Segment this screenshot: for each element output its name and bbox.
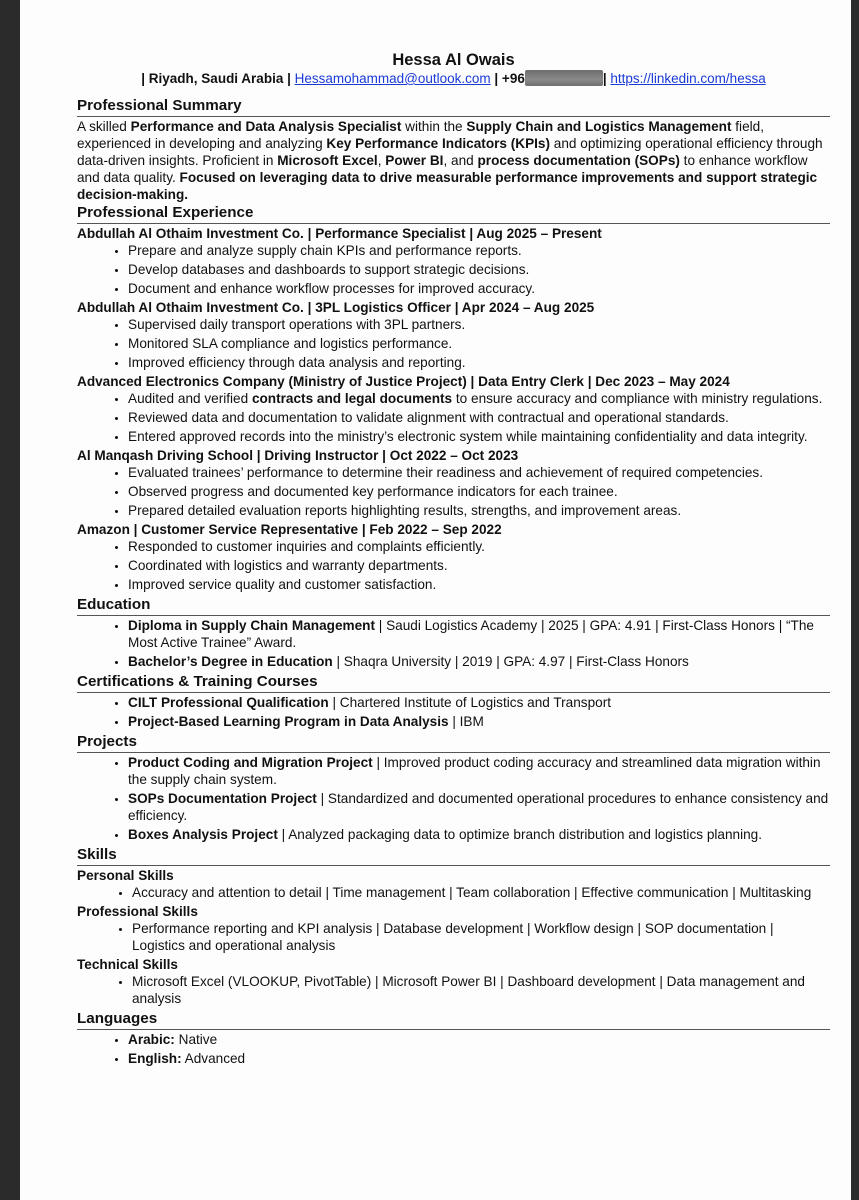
text-run: to ensure accuracy and compliance with ministry regulations.: [452, 391, 823, 406]
text-run: Native: [174, 1032, 218, 1047]
bold-text: Diploma in Supply Chain Management: [128, 618, 375, 633]
text-run: | IBM: [448, 714, 484, 729]
language-item: [128, 1050, 830, 1067]
text-run: Prepare and analyze supply chain KPIs and performance reports.: [128, 243, 522, 258]
bold-text: Focused on leveraging data to drive measurable performance improvements and support strategic decision-making.: [77, 170, 818, 202]
resume-document: [77, 50, 830, 1069]
text-run: field, experienced in developing and analyzing: [77, 119, 764, 151]
job-bullets: [77, 390, 830, 445]
bold-text: SOPs Documentation Project: [128, 791, 317, 806]
text-run: within the: [401, 119, 467, 134]
text-run: Reviewed data and documentation to validate alignment with contractual and operational standards.: [128, 410, 729, 425]
text-run: Observed progress and documented key performance indicators for each trainee.: [128, 484, 618, 499]
job-bullet: [128, 409, 830, 426]
bold-text: English:: [128, 1051, 182, 1066]
text-run: | Saudi Logistics Academy | 2025 | GPA: 4.91 | First-Class Honors | “The Most Active Trainee” Award.: [128, 618, 814, 650]
certification-item: [128, 694, 830, 711]
job-title: Amazon | Customer Service Representative | Feb 2022 – Sep 2022: [77, 522, 502, 537]
bold-text: Product Coding and Migration Project: [128, 755, 373, 770]
job-bullet: [128, 538, 830, 555]
text-run: Audited and verified: [128, 391, 252, 406]
projects-list: [77, 754, 830, 843]
education-list: [77, 617, 830, 670]
job-bullet: [128, 428, 830, 445]
skills-list: [77, 920, 830, 954]
language-item: [128, 1031, 830, 1048]
job-bullet: [128, 502, 830, 519]
project-item: [128, 754, 830, 788]
bold-text: Microsoft Excel: [277, 153, 378, 168]
job-bullets: [77, 464, 830, 519]
resume-page: [20, 0, 851, 1200]
certification-item: [128, 713, 830, 730]
job-bullet: [128, 464, 830, 481]
job-title: Advanced Electronics Company (Ministry of Justice Project) | Data Entry Clerk | Dec 2023 – May 2024: [77, 374, 730, 389]
text-run: | Chartered Institute of Logistics and Transport: [328, 695, 612, 710]
job-bullet: [128, 390, 830, 407]
skills-list: [77, 884, 830, 901]
job-bullets: [77, 242, 830, 297]
education-item: [128, 617, 830, 651]
text-run: Advanced: [181, 1051, 246, 1066]
section-heading-education: Education: [77, 595, 830, 616]
bold-text: Arabic:: [128, 1032, 175, 1047]
candidate-name: Hessa Al Owais: [392, 51, 515, 69]
skills-subheading: Professional Skills: [77, 904, 198, 919]
bold-text: Key Performance Indicators (KPIs): [326, 136, 551, 151]
job-bullet: [128, 242, 830, 259]
project-item: [128, 790, 830, 824]
job-bullet: [128, 557, 830, 574]
location-text: | Riyadh, Saudi Arabia |: [141, 71, 295, 86]
text-run: | Standardized and documented operational procedures to enhance consistency and efficiency.: [128, 791, 829, 823]
text-run: Evaluated trainees’ performance to determine their readiness and achievement of required competencies.: [128, 465, 763, 480]
text-run: Develop databases and dashboards to support strategic decisions.: [128, 262, 530, 277]
text-run: Prepared detailed evaluation reports highlighting results, strengths, and improvement areas.: [128, 503, 682, 518]
skills-list: [77, 973, 830, 1007]
text-run: Entered approved records into the ministry’s electronic system while maintaining confidentiality and data integrity.: [128, 429, 808, 444]
text-run: and optimizing operational efficiency through data-driven insights. Proficient in: [77, 136, 823, 168]
bold-text: CILT Professional Qualification: [128, 695, 329, 710]
section-heading-experience: Professional Experience: [77, 203, 830, 224]
experience-list: [77, 225, 830, 593]
job-bullets: [77, 538, 830, 593]
email-link[interactable]: Hessamohammad@outlook.com: [294, 71, 491, 86]
contact-line: [77, 70, 830, 87]
section-heading-languages: Languages: [77, 1009, 830, 1030]
phone-prefix: | +96: [490, 71, 525, 86]
summary-paragraph: [77, 118, 830, 203]
skills-subheading: Personal Skills: [77, 868, 174, 883]
skill-item: • Accuracy and attention to detail | Time management | Team collaboration | Effective communication | Multitasking: [132, 884, 830, 901]
bold-text: process documentation (SOPs): [477, 153, 680, 168]
text-run: Document and enhance workflow processes for improved accuracy.: [128, 281, 535, 296]
text-run: A skilled: [77, 119, 131, 134]
section-heading-projects: Projects: [77, 732, 830, 753]
skills-groups: [77, 867, 830, 1007]
text-run: | Improved product coding accuracy and streamlined data migration within the supply chain system.: [128, 755, 821, 787]
text-run: Improved service quality and customer satisfaction.: [128, 577, 437, 592]
bold-text: Boxes Analysis Project: [128, 827, 278, 842]
certifications-list: [77, 694, 830, 730]
job-title: Abdullah Al Othaim Investment Co. | Performance Specialist | Aug 2025 – Present: [77, 226, 602, 241]
section-heading-skills: Skills: [77, 845, 830, 866]
job-bullet: [128, 261, 830, 278]
job-bullet: [128, 280, 830, 297]
languages-list: [77, 1031, 830, 1067]
text-run: | Shaqra University | 2019 | GPA: 4.97 | First-Class Honors: [332, 654, 689, 669]
bold-text: Bachelor’s Degree in Education: [128, 654, 333, 669]
text-run: , and: [443, 153, 478, 168]
text-run: Monitored SLA compliance and logistics performance.: [128, 336, 453, 351]
separator-text: |: [602, 71, 611, 86]
section-heading-summary: Professional Summary: [77, 96, 830, 117]
bold-text: Project-Based Learning Program in Data Analysis: [128, 714, 449, 729]
skill-item: • Microsoft Excel (VLOOKUP, PivotTable) | Microsoft Power BI | Dashboard development | Data management and analysis: [132, 973, 830, 1007]
job-bullets: [77, 316, 830, 371]
redacted-phone-block: [525, 70, 603, 86]
job-title: Abdullah Al Othaim Investment Co. | 3PL Logistics Officer | Apr 2024 – Aug 2025: [77, 300, 595, 315]
text-run: | Analyzed packaging data to optimize branch distribution and logistics planning.: [277, 827, 763, 842]
text-run: Supervised daily transport operations with 3PL partners.: [128, 317, 466, 332]
job-title: Al Manqash Driving School | Driving Instructor | Oct 2022 – Oct 2023: [77, 448, 519, 463]
job-bullet: [128, 576, 830, 593]
skills-subheading: Technical Skills: [77, 957, 178, 972]
education-item: [128, 653, 830, 670]
resume-header: [77, 50, 830, 87]
section-heading-certifications: Certifications & Training Courses: [77, 672, 830, 693]
job-bullet: [128, 316, 830, 333]
bold-text: contracts and legal documents: [251, 391, 453, 406]
bold-text: Supply Chain and Logistics Management: [466, 119, 732, 134]
skill-item: • Performance reporting and KPI analysis | Database development | Workflow design | SOP documentation | Logistics and operational analysis: [132, 920, 830, 954]
text-run: Coordinated with logistics and warranty departments.: [128, 558, 448, 573]
bold-text: Power BI: [385, 153, 444, 168]
linkedin-link[interactable]: https://linkedin.com/hessa: [610, 71, 766, 86]
bold-text: Performance and Data Analysis Specialist: [130, 119, 402, 134]
job-bullet: [128, 354, 830, 371]
job-bullet: [128, 335, 830, 352]
job-bullet: [128, 483, 830, 500]
text-run: to enhance workflow and data quality.: [77, 153, 808, 185]
text-run: Responded to customer inquiries and complaints efficiently.: [128, 539, 485, 554]
text-run: Improved efficiency through data analysis and reporting.: [128, 355, 466, 370]
project-item: [128, 826, 830, 843]
text-run: ,: [377, 153, 386, 168]
